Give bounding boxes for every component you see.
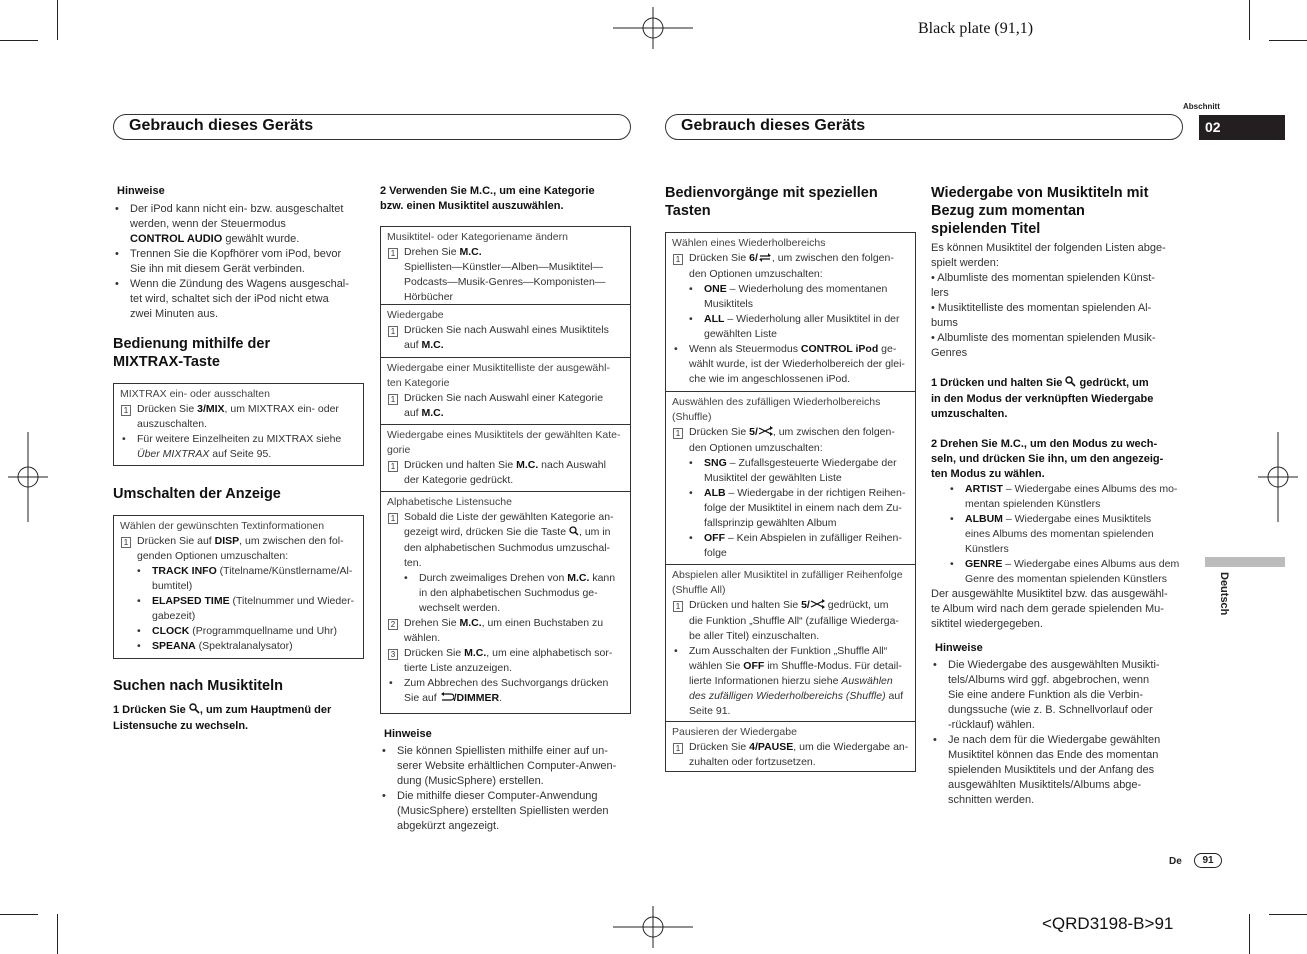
mixtrax-box	[113, 383, 364, 466]
intro-text: Es können Musiktitel der folgenden Listen abge- spielt werden:	[931, 242, 1166, 269]
box-title: Wählen der gewünschten Textinformationen	[120, 520, 325, 532]
box-title: MIXTRAX ein- oder ausschalten	[120, 388, 270, 400]
language-tab: Deutsch	[1218, 572, 1230, 616]
page-header-left: Gebrauch dieses Geräts	[113, 114, 631, 140]
crop-mark	[1249, 914, 1250, 954]
mixtrax-heading: Bedienung mithilfe der MIXTRAX-Taste	[113, 336, 271, 370]
option-item: • TRACK INFO (Titelname/Künstlername/Al- bumtitel)	[120, 564, 357, 594]
crop-mark	[0, 40, 38, 41]
back-icon	[440, 692, 454, 707]
list-search-table	[380, 226, 631, 714]
note-item: • Die Wiedergabe des ausgewählten Musikti- tels/Albums wird ggf. abgebrochen, wenn Sie eine andere Funktion als die Verbin- dungssuche (wie z. B. Schnellvorlauf oder -rücklauf) wählen.	[931, 658, 1186, 733]
footer-language: De	[1169, 856, 1182, 867]
table-row: Abspielen aller Musiktitel in zufälliger Reihenfolge (Shuffle All) 1 Drücken und halten Sie 5/ gedrückt, um die Funktion „Shuffle All“ (zufällige Wiederga- be aller Titel) einzuschalten. • Zum Ausschalten der Funktion „Shuffle All“ wählen Sie OFF im Shuffle-Modus. Für detail- lierte Informationen hierzu siehe Auswählen des zufälligen Wiederholbereichs (Shuffle) auf Seite 91.	[666, 564, 915, 721]
notes-heading: Hinweise	[384, 728, 432, 740]
step-1: 1 Drücken und halten Sie gedrückt, um in den Modus der verknüpften Wiedergabe umzuschalten.	[931, 377, 1154, 420]
display-heading: Umschalten der Anzeige	[113, 486, 281, 502]
special-keys-table	[665, 232, 916, 772]
special-keys-heading: Bedienvorgänge mit speziellen Tasten	[665, 185, 878, 219]
note-item: • Wenn die Zündung des Wagens ausgeschal- tet wird, schaltet sich der iPod nicht etwa zwei Minuten aus.	[113, 277, 363, 322]
table-row: Wiedergabe 1 Drücken Sie nach Auswahl eines Musiktitels auf M.C.	[381, 304, 630, 357]
shuffle-icon	[758, 426, 773, 441]
document-code: <QRD3198-B>91	[1042, 914, 1174, 933]
table-row: Pausieren der Wiedergabe 1 Drücken Sie 4/PAUSE, um die Wiedergabe an- zuhalten oder fortzusetzen.	[666, 721, 915, 773]
table-row: Wiedergabe einer Musiktitelliste der ausgewähl- ten Kategorie 1 Drücken Sie nach Auswahl einer Kategorie auf M.C.	[381, 357, 630, 424]
step-2: 2 Verwenden Sie M.C., um eine Kategorie bzw. einen Musiktitel auszuwählen.	[380, 185, 595, 212]
option-item: • SPEANA (Spektralanalysator)	[120, 639, 357, 654]
page-header-right: Gebrauch dieses Geräts	[665, 114, 1183, 140]
search-icon	[189, 703, 200, 719]
search-icon	[569, 526, 579, 541]
step: 1 Drücken Sie 3/MIX, um MIXTRAX ein- oder auszuschalten.	[120, 402, 357, 432]
repeat-icon	[758, 252, 772, 267]
column-1	[113, 184, 363, 322]
crop-mark	[0, 914, 38, 915]
page-number: 91	[1194, 853, 1222, 868]
table-row: Auswählen des zufälligen Wiederholbereichs (Shuffle) 1 Drücken Sie 5/ , um zwischen den folgen- den Optionen umzuschalten: • SNG – Zufallsgesteuerte Wiedergabe der Musiktitel der gewählten Liste • ALB – Wiedergabe in der richtigen Reihen- folge der Musiktitel in einem nach dem Zu- fallsprinzip gewählten Album • OFF – Kein Abspielen in zufälliger Reihen- folge	[666, 391, 915, 564]
column-2-notes	[380, 727, 635, 834]
note-item: • Für weitere Einzelheiten zu MIXTRAX siehe Über MIXTRAX auf Seite 95.	[120, 432, 357, 462]
registration-mark-icon	[613, 7, 693, 49]
linked-playback-heading: Wiedergabe von Musiktiteln mit Bezug zum momentan spielenden Titel	[931, 185, 1149, 237]
option-item: • CLOCK (Programmquellname und Uhr)	[120, 624, 357, 639]
notes-heading: Hinweise	[117, 185, 165, 197]
note-item: • Je nach dem für die Wiedergabe gewählten Musiktitel können das Ende des momentan spielenden Musiktitels und der Anfang des ausgewählten Musiktitels/Albums abge- schnitten werden.	[931, 733, 1186, 808]
shuffle-icon	[810, 599, 825, 614]
registration-mark-icon	[8, 432, 48, 522]
notes-heading: Hinweise	[935, 642, 983, 654]
crop-mark	[57, 914, 58, 954]
search-heading: Suchen nach Musiktiteln	[113, 678, 283, 694]
registration-mark-icon	[1258, 432, 1298, 522]
after-text: Der ausgewählte Musiktitel bzw. das ausgewähl- te Album wird nach dem gerade spielenden Mu- siktitel wiedergegeben.	[931, 588, 1168, 630]
plate-label: Black plate (91,1)	[918, 20, 1034, 37]
step: 1 Drücken Sie auf DISP, um zwischen den fol- genden Optionen umzuschalten:	[120, 534, 357, 564]
crop-mark	[1249, 0, 1250, 40]
crop-mark	[57, 0, 58, 40]
list-item: • GENRE – Wiedergabe eines Albums aus dem Genre des momentan spielenden Künstlers	[948, 557, 1186, 587]
section-label: Abschnitt	[1183, 102, 1220, 111]
note-item: • Die mithilfe dieser Computer-Anwendung (MusicSphere) erstellten Spiellisten werden abgekürzt angezeigt.	[380, 789, 635, 834]
crop-mark	[1269, 40, 1307, 41]
registration-mark-icon	[613, 906, 693, 948]
display-box	[113, 515, 364, 659]
note-item: • Der iPod kann nicht ein- bzw. ausgeschaltet werden, wenn der Steuermodus CONTROL AUDIO gewählt wurde.	[113, 202, 363, 247]
note-item: • Trennen Sie die Kopfhörer vom iPod, bevor Sie ihn mit diesem Gerät verbinden.	[113, 247, 363, 277]
search-step: 1 Drücken Sie , um zum Hauptmenü der Listensuche zu wechseln.	[113, 704, 332, 732]
mode-list	[931, 482, 1186, 587]
table-row: Wiedergabe eines Musiktitels der gewählten Kate- gorie 1 Drücken und halten Sie M.C. nach Auswahl der Kategorie gedrückt.	[381, 424, 630, 491]
table-row: Musiktitel- oder Kategoriename ändern 1 Drehen Sie M.C. Spiellisten—Künstler—Alben—Musiktitel— Podcasts—Musik-Genres—Komponisten— Hörbücher	[381, 227, 630, 304]
note-item: • Sie können Spiellisten mithilfe einer auf un- serer Website erhältlichen Computer-Anwen- dung (MusicSphere) erstellen.	[380, 744, 635, 789]
crop-mark	[1269, 914, 1307, 915]
search-icon	[1065, 376, 1076, 392]
table-row: Alphabetische Listensuche 1 Sobald die Liste der gewählten Kategorie an- gezeigt wird, drücken Sie die Taste , um in den alphabetischen Suchmodus umzuschal- ten. • Durch zweimaliges Drehen von M.C. kann in den alphabetischen Suchmodus ge- wechselt werden. 2 Drehen Sie M.C., um einen Buchstaben zu wählen. 3 Drücken Sie M.C., um eine alphabetisch sor- tierte Liste anzuzeigen. • Zum Abbrechen des Suchvorgangs drücken Sie auf /DIMMER.	[381, 491, 630, 710]
list-item: • ALBUM – Wiedergabe eines Musiktitels eines Albums des momentan spielenden Künstlers	[948, 512, 1186, 557]
option-item: • ELAPSED TIME (Titelnummer und Wieder- gabezeit)	[120, 594, 357, 624]
source-list: • Albumliste des momentan spielenden Künst- lers • Musiktitelliste des momentan spielenden Al- bums • Albumliste des momentan spielenden Musik- Genres	[931, 272, 1156, 359]
column-4	[931, 241, 1186, 808]
list-item: • ARTIST – Wiedergabe eines Albums des mo- mentan spielenden Künstlers	[948, 482, 1186, 512]
table-row: Wählen eines Wiederholbereichs 1 Drücken Sie 6/ , um zwischen den folgen- den Optionen umzuschalten: • ONE – Wiederholung des momentanen Musiktitels • ALL – Wiederholung aller Musiktitel in der gewählten Liste • Wenn als Steuermodus CONTROL iPod ge- wählt wurde, ist der Wiederholbereich der glei- che wie im angeschlossenen iPod.	[666, 233, 915, 391]
step-2: 2 Drehen Sie M.C., um den Modus zu wech- seln, und drücken Sie ihn, um den angezeig- ten Modus zu wählen.	[931, 438, 1164, 480]
section-number: 02	[1199, 115, 1285, 140]
language-tab-bar	[1205, 557, 1285, 567]
